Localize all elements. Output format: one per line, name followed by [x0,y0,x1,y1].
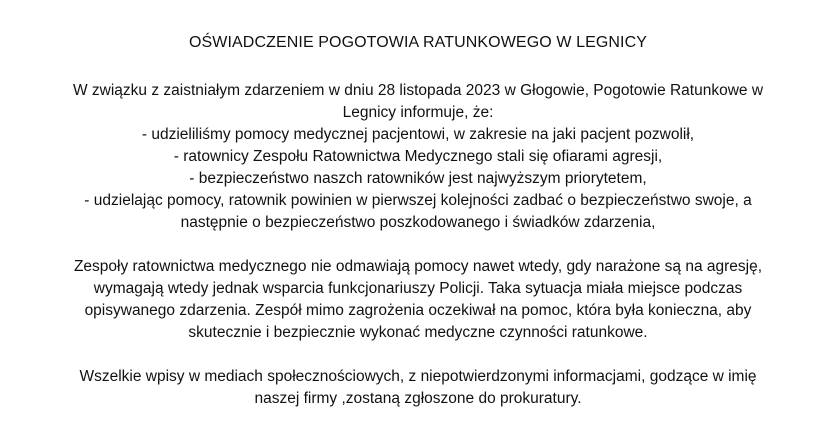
teams-paragraph [0,256,836,344]
bullet-line: następnie o bezpieczeństwo poszkodowanego i świadków zdarzenia, [180,214,656,231]
document-title: OŚWIADCZENIE POGOTOWIA RATUNKOWEGO W LEGNICY [188,34,648,51]
paragraph-line: naszej firmy ,zostaną zgłoszone do prokuratury. [254,390,582,407]
bullet-line: - udzieliliśmy pomocy medycznej pacjentowi, w zakresie na jaki pacjent pozwolił, [141,126,695,143]
paragraph-line: skutecznie i bezpiecznie wykonać medyczne czynności ratunkowe. [188,324,648,341]
social-media-paragraph [0,366,836,410]
paragraph-line: Wszelkie wpisy w mediach społecznościowych, z niepotwierdzonymi informacjami, godzące w imię [79,368,757,385]
bullet-line: - bezpieczeństwo naszch ratowników jest najwyższym priorytetem, [189,170,647,187]
bullet-line: - ratownicy Zespołu Ratownictwa Medycznego stali się ofiarami agresji, [173,148,663,165]
paragraph-line: wymagają wtedy jednak wsparcia funkcjonariuszy Policji. Taka sytuacja miała miejsce podczas [93,280,743,297]
intro-paragraph [0,80,836,234]
bullet-line: - udzielając pomocy, ratownik powinien w pierwszej kolejności zadbać o bezpieczeństwo swoje, a [84,192,752,209]
paragraph-line: Zespoły ratownictwa medycznego nie odmawiają pomocy nawet wtedy, gdy narażone są na agresję, [73,258,763,275]
intro-line: Legnicy informuje, że: [342,104,494,121]
intro-line: W związku z zaistniałym zdarzeniem w dniu 28 listopada 2023 w Głogowie, Pogotowie Ratunkowe w [72,82,764,99]
paragraph-line: opisywanego zdarzenia. Zespół mimo zagrożenia oczekiwał na pomoc, która była konieczna, aby [84,302,752,319]
